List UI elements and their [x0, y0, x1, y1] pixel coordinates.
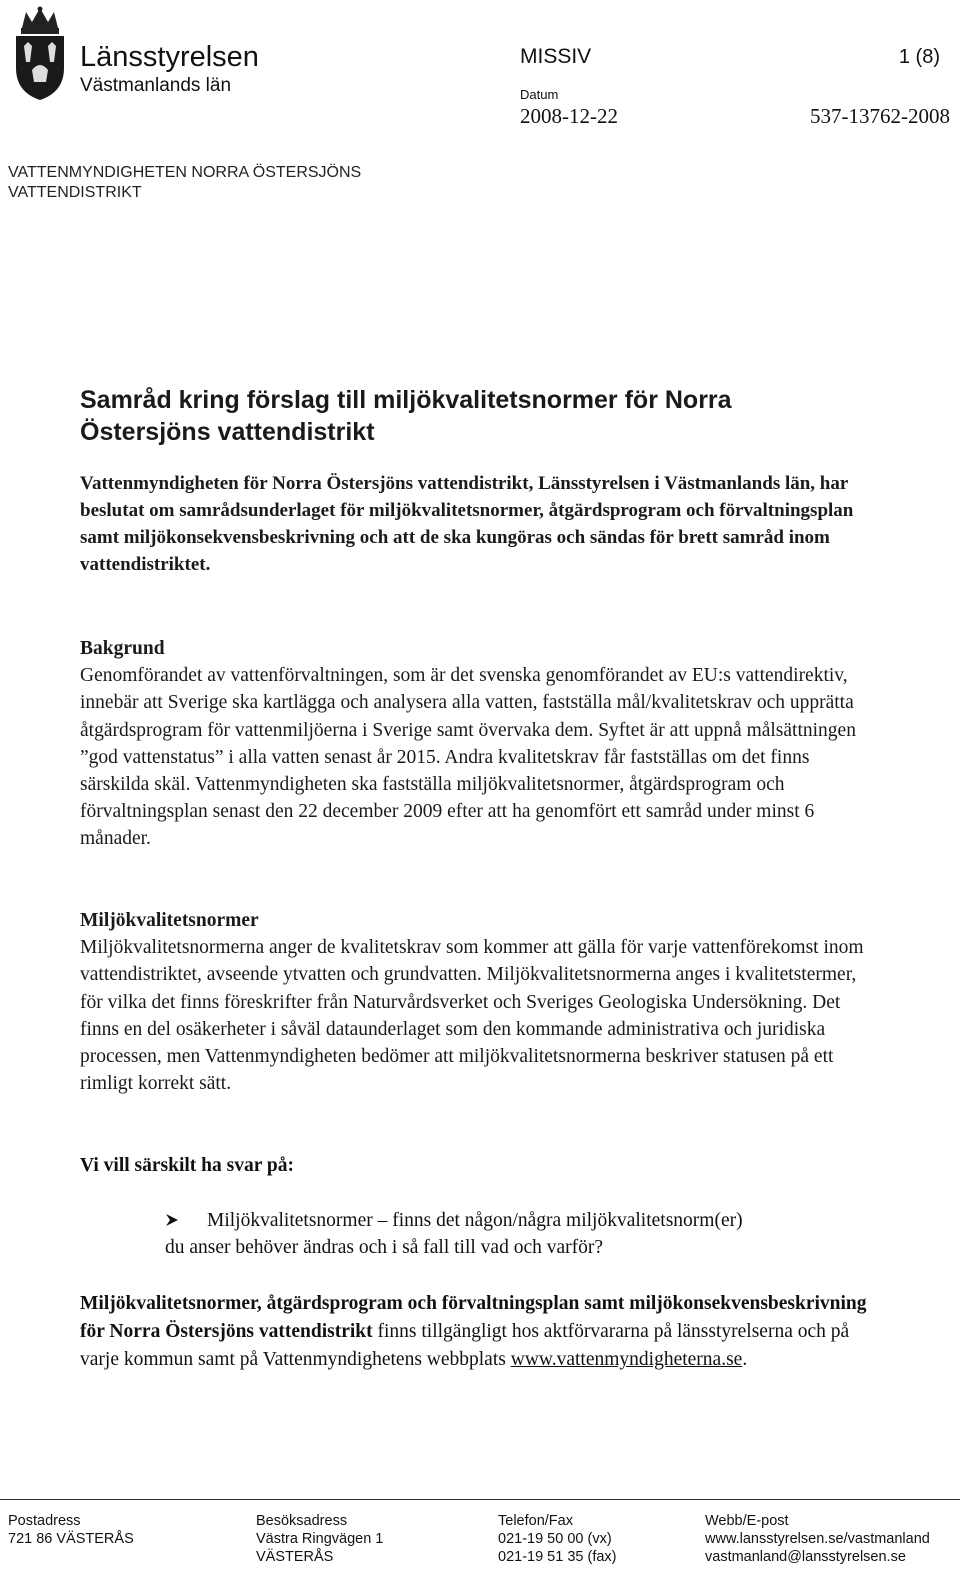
reference-number: 537-13762-2008 — [810, 104, 950, 128]
recipient-line: VATTENDISTRIKT — [8, 184, 142, 201]
footer-value: 021-19 51 35 (fax) — [498, 1549, 617, 1565]
intro-paragraph: Vattenmyndigheten för Norra Östersjöns vattendistrikt, Länsstyrelsen i Västmanlands län, har beslutat om samrådsunderlaget för miljökvalitetsnormer, åtgärdsprogram och förvaltningsplan samt miljökonsekvensbeskrivning och att de ska kungöras och sändas för brett samråd inom vattendistriktet. — [80, 473, 854, 575]
document-type: MISSIV — [520, 45, 592, 68]
availability-end: . — [742, 1349, 748, 1370]
footer-web-link[interactable]: www.lansstyrelsen.se/vastmanland — [705, 1531, 930, 1547]
arrow-bullet-icon — [165, 1213, 179, 1227]
footer-value: Västra Ringvägen 1 — [256, 1531, 384, 1547]
section-heading: Miljökvalitetsnormer — [80, 910, 259, 931]
footer-divider — [0, 1499, 960, 1500]
section-heading: Bakgrund — [80, 638, 165, 659]
footer-email-link[interactable]: vastmanland@lansstyrelsen.se — [705, 1549, 906, 1565]
footer-value: 721 86 VÄSTERÅS — [8, 1531, 134, 1547]
page-number: 1 (8) — [898, 46, 940, 68]
section-text: Genomförandet av vattenförvaltningen, som är det svenska genomförandet av EU:s vattendirektiv, innebär att Sverige ska kartlägga och analysera alla vatten, fastställa mål/kvalitetskrav och upprätta åtgärdsprogram för vattenmiljöerna i Sverige samt övervaka dem. Syftet är att uppnå målsättningen ”god vattenstatus” i alla vatten senast år 2015. Andra kvalitetskrav får fastställas om det finns särskilda skäl. Vattenmyndigheten ska fastställa miljökvalitetsnormer, åtgärdsprogram och förvaltningsplan senast den 22 december 2009 efter att ha genomfört ett samråd under minst 6 månader. — [80, 665, 856, 850]
question-heading: Vi vill särskilt ha svar på: — [80, 1155, 294, 1176]
availability-text: finns tillgängligt hos aktförvararna på länsstyrelserna och på varje kommun samt på Vattenmyndighetens webbplats — [80, 1321, 850, 1370]
coat-of-arms-logo — [8, 6, 72, 102]
page-title — [80, 384, 880, 448]
date-value: 2008-12-22 — [520, 104, 618, 128]
footer-besoksadress — [256, 1512, 383, 1566]
date-label: Datum — [520, 87, 559, 102]
recipient — [8, 163, 361, 203]
bullet-text: du anser behöver ändras och i så fall till vad och varför? — [165, 1237, 604, 1258]
footer-value: VÄSTERÅS — [256, 1549, 334, 1565]
footer-value: 021-19 50 00 (vx) — [498, 1531, 612, 1547]
title-line: Samråd kring förslag till miljökvalitetsnormer för Norra — [80, 386, 732, 414]
section-miljokvalitetsnormer — [80, 907, 880, 1097]
availability-paragraph — [80, 1290, 880, 1374]
footer-label: Telefon/Fax — [498, 1513, 573, 1529]
question-bullet — [165, 1207, 885, 1261]
org-county: Västmanlands län — [80, 75, 232, 96]
footer-label: Besöksadress — [256, 1513, 348, 1529]
title-line: Östersjöns vattendistrikt — [80, 418, 375, 446]
availability-bold: Miljökvalitetsnormer, åtgärdsprogram och förvaltningsplan samt miljökonsekvensbeskrivning för Norra Östersjöns vattendistrikt — [80, 1293, 867, 1342]
section-text: Miljökvalitetsnormerna anger de kvalitetskrav som kommer att gälla för varje vattenförekomst inom vattendistriktet, avseende ytvatten och grundvatten. Miljökvalitetsnormerna anges i kvalitetstermer, för vilka det finns föreskrifter från Naturvårdsverket och Sveriges Geologiska Undersökning. Det finns en del osäkerheter i såväl dataunderlaget som den kommande administrativa och juridiska processen, men Vattenmyndigheten bedömer att miljökvalitetsnormerna beskriver statusen på ett rimligt korrekt sätt. — [80, 937, 864, 1095]
footer-webb — [705, 1512, 930, 1566]
org-name: Länsstyrelsen — [80, 41, 259, 73]
bullet-text: Miljökvalitetsnormer – finns det någon/några miljökvalitetsnorm(er) — [207, 1210, 743, 1231]
section-bakgrund — [80, 635, 880, 853]
footer-label: Postadress — [8, 1513, 81, 1529]
footer-label: Webb/E-post — [705, 1513, 789, 1529]
footer-telefon — [498, 1512, 617, 1566]
website-link[interactable]: www.vattenmyndigheterna.se — [510, 1349, 743, 1370]
recipient-line: VATTENMYNDIGHETEN NORRA ÖSTERSJÖNS — [8, 164, 362, 181]
footer-postadress — [8, 1512, 134, 1548]
